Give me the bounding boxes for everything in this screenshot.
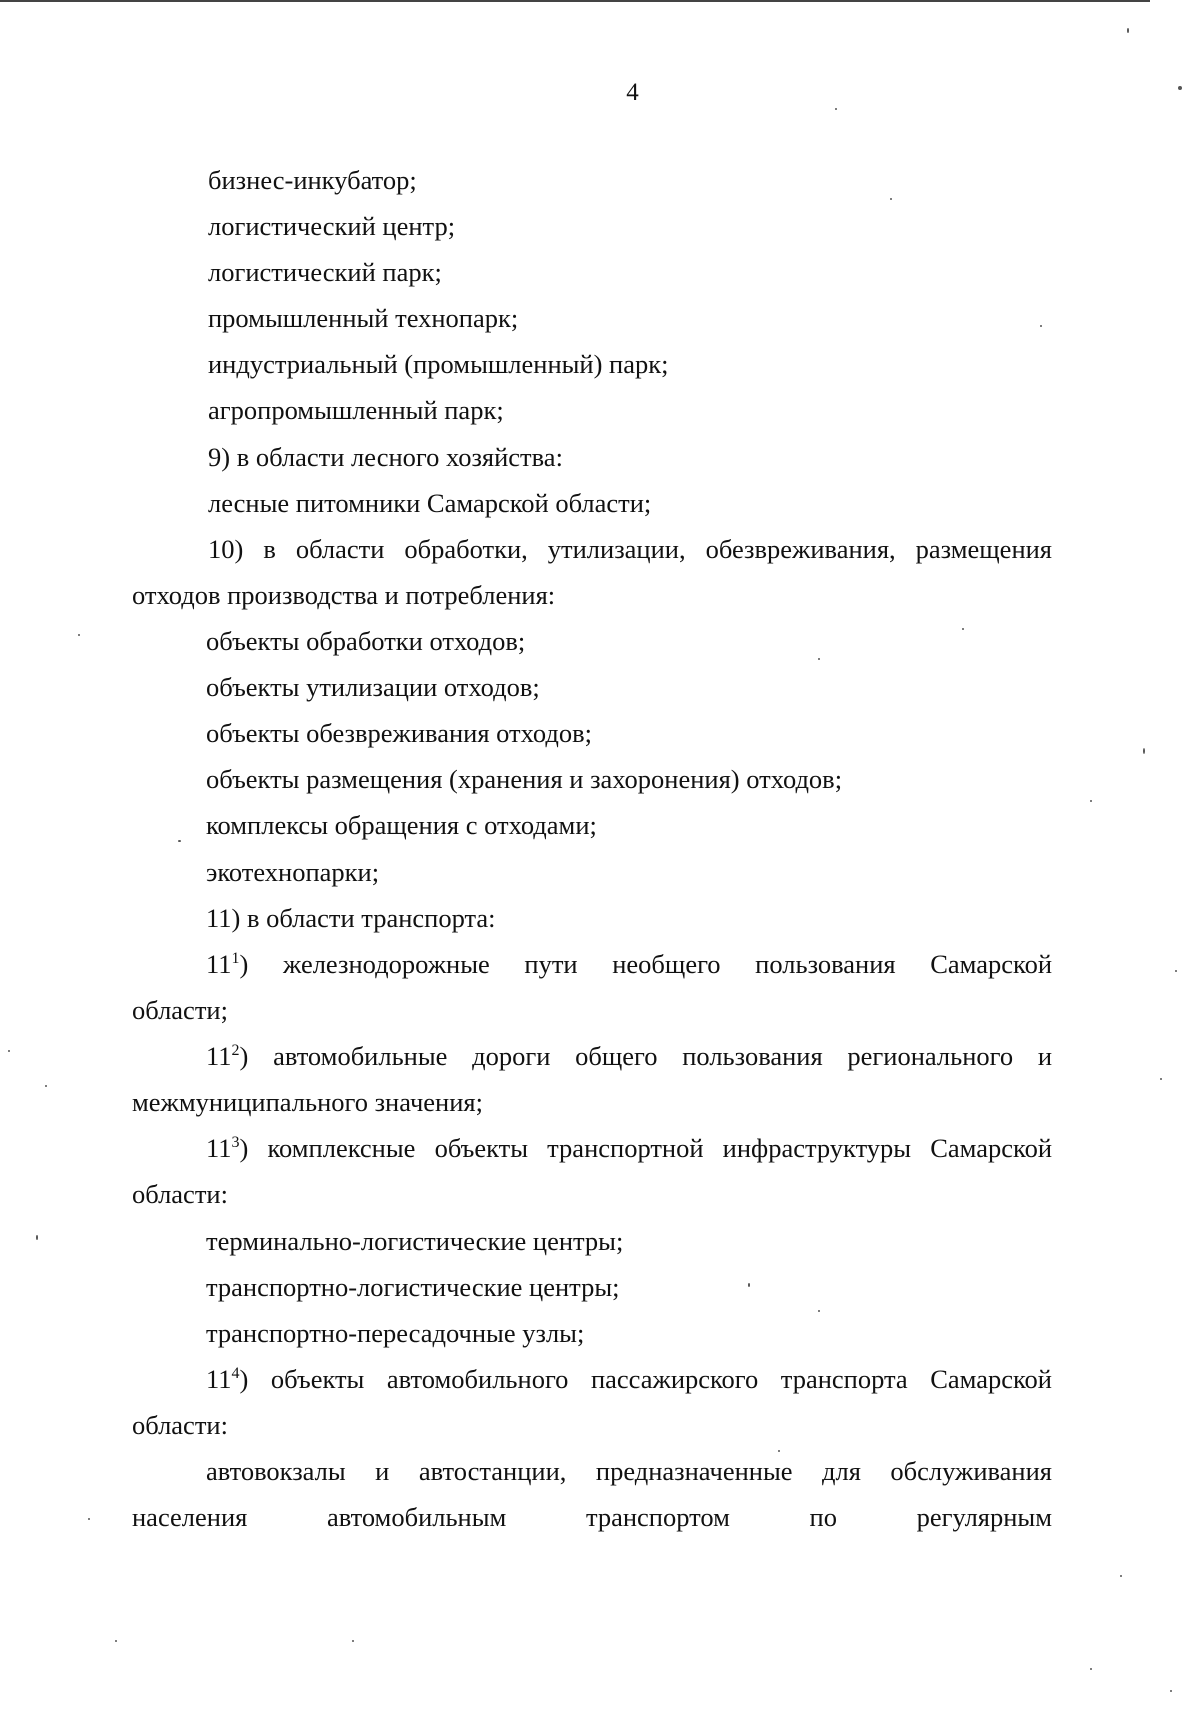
scan-speck <box>890 198 892 200</box>
text-line: объекты утилизации отходов; <box>206 672 540 702</box>
item-superscript: 4 <box>231 1365 240 1383</box>
item-superscript: 2 <box>231 1042 240 1060</box>
scan-speck <box>818 1310 820 1312</box>
text-line <box>206 1131 1052 1165</box>
page-number: 4 <box>626 79 639 106</box>
text-line: логистический парк; <box>208 257 442 287</box>
text-line <box>206 947 1052 981</box>
text-line: области: <box>132 1410 228 1440</box>
scan-speck <box>1127 28 1129 33</box>
text-line: терминально-логистические центры; <box>206 1226 624 1256</box>
text-line: логистический центр; <box>208 211 456 241</box>
text-line: объекты обработки отходов; <box>206 626 526 656</box>
scan-speck <box>818 658 820 660</box>
text-line: 10) в области обработки, утилизации, обезвреживания, размещения <box>208 534 1052 564</box>
item-superscript: 3 <box>231 1134 240 1152</box>
item-number: 11 <box>206 1041 232 1071</box>
item-text: ) объекты автомобильного пассажирского транспорта Самарской <box>239 1364 1052 1394</box>
scan-speck <box>1090 1668 1092 1670</box>
item-number: 11 <box>206 1133 232 1163</box>
text-line: объекты размещения (хранения и захоронения) отходов; <box>206 764 843 794</box>
text-line: межмуниципального значения; <box>132 1087 483 1117</box>
text-line: объекты обезвреживания отходов; <box>206 718 592 748</box>
text-line: экотехнопарки; <box>206 857 380 887</box>
item-number: 11 <box>206 949 232 979</box>
text-line: отходов производства и потребления: <box>132 580 556 610</box>
scan-speck <box>1175 970 1177 972</box>
scan-speck <box>8 1050 10 1052</box>
scan-speck <box>78 634 80 636</box>
text-line: автовокзалы и автостанции, предназначенные для обслуживания <box>206 1456 1052 1486</box>
scan-speck <box>962 628 964 630</box>
scan-speck <box>88 1518 90 1520</box>
text-line: 9) в области лесного хозяйства: <box>208 442 563 472</box>
text-line: транспортно-пересадочные узлы; <box>206 1318 585 1348</box>
text-line: лесные питомники Самарской области; <box>208 488 652 518</box>
text-line: агропромышленный парк; <box>208 395 504 425</box>
scan-speck <box>1160 1078 1162 1080</box>
scan-speck <box>1120 1575 1122 1577</box>
scan-speck <box>352 1640 354 1642</box>
text-line: 11) в области транспорта: <box>206 903 496 933</box>
item-number: 11 <box>206 1364 232 1394</box>
scan-speck <box>1143 748 1145 754</box>
item-superscript: 1 <box>231 950 240 968</box>
text-line: промышленный технопарк; <box>208 303 519 333</box>
scan-speck <box>1178 86 1182 90</box>
scan-speck <box>178 840 181 842</box>
scan-speck <box>115 1640 117 1642</box>
text-line <box>206 1362 1052 1396</box>
text-line: населения автомобильным транспортом по регулярным <box>132 1502 1052 1532</box>
scan-speck <box>36 1235 38 1240</box>
text-line: области: <box>132 1179 228 1209</box>
text-line: комплексы обращения с отходами; <box>206 810 597 840</box>
text-line: индустриальный (промышленный) парк; <box>208 349 669 379</box>
scan-speck <box>1090 800 1092 802</box>
top-scan-edge <box>0 0 1150 2</box>
scan-speck <box>45 1085 47 1087</box>
scan-speck <box>778 1450 780 1452</box>
scan-speck <box>835 108 837 110</box>
text-line: бизнес-инкубатор; <box>208 165 417 195</box>
item-text: ) железнодорожные пути необщего пользования Самарской <box>239 949 1052 979</box>
text-line <box>206 1039 1052 1073</box>
item-text: ) комплексные объекты транспортной инфраструктуры Самарской <box>239 1133 1052 1163</box>
item-text: ) автомобильные дороги общего пользования регионального и <box>239 1041 1052 1071</box>
scan-speck <box>1170 1690 1172 1692</box>
text-line: области; <box>132 995 228 1025</box>
scan-speck <box>748 1283 750 1287</box>
scan-speck <box>1040 325 1042 327</box>
text-line: транспортно-логистические центры; <box>206 1272 620 1302</box>
